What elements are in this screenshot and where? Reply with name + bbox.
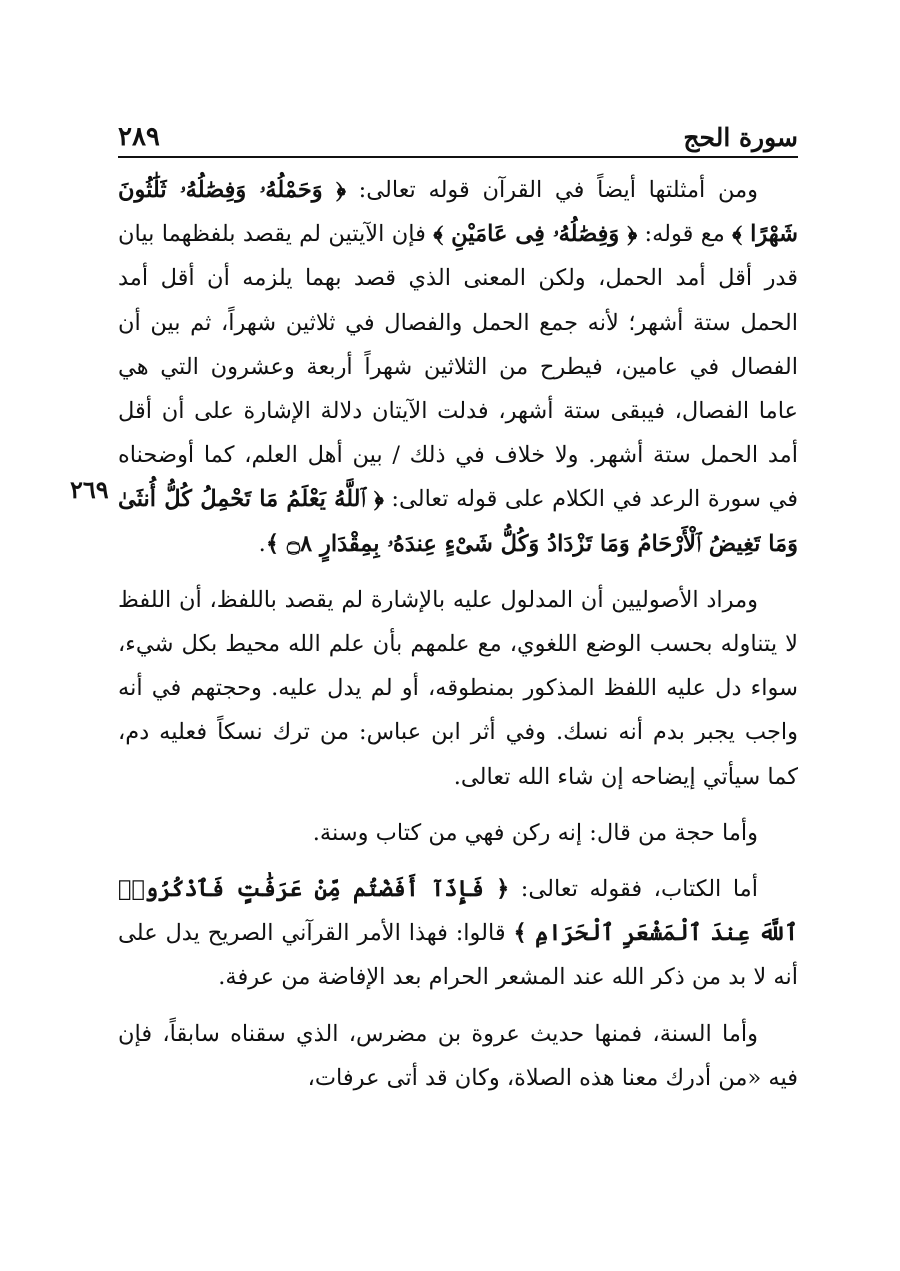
paragraph-3: وأما حجة من قال: إنه ركن فهي من كتاب وسنة. [312,819,758,846]
header-rule [118,156,798,158]
paragraph-1 [118,168,798,566]
paragraph-1-intro: ومن أمثلتها أيضاً في القرآن قوله تعالى: [345,177,758,203]
paragraph-2: ومراد الأصوليين أن المدلول عليه بالإشارة لم يقصد باللفظ، أن اللفظ لا يتناوله بحسب الوضع اللغوي، مع علمهم بأن علم الله محيط بكل شيء، سواء دل عليه اللفظ المذكور بمنطوقه، أو لم يدل عليه. وحجتهم في أنه واجب يجبر بدم أنه نسك. وفي أثر ابن عباس: من ترك نسكاً فعليه دم، كما سيأتي إيضاحه إن شاء الله تعالى. [118,586,798,790]
paragraph-1-end: . [258,530,266,557]
paragraph-1-body: فإن الآيتين لم يقصد بلفظهما بيان قدر أقل أمد الحمل، ولكن المعنى الذي قصد بهما يلزمه أن أقل أمد الحمل ستة أشهر؛ لأنه جمع الحمل والفصال في ثلاثين شهراً، ثم بين أن الفصال في عامين، فيطرح من الثلاثين شهراً أربعة وعشرون التي هي عاما الفصال، فيبقى ستة أشهر، فدلت الآيتان دلالة الإشارة على أن أقل أمد الحمل ستة أشهر. ولا خلاف في ذلك / بين أهل العلم، كما أوضحناه في سورة الرعد في الكلام على قوله تعالى: [118,221,798,513]
quran-verse-1: ﴿ وَحَمْلُهُۥ وَفِصَٰلُهُۥ ثَلَٰثُونَ شَهْرًا ﴾ [118,177,798,248]
paragraph-4-intro: أما الكتاب، فقوله تعالى: [509,876,758,903]
paragraph-5: وأما السنة، فمنها حديث عروة بن مضرس، الذي سقناه سابقاً، فإن فيه «من أدرك معنا هذه الصلاة، وكان قد أتى عرفات، [118,1020,798,1091]
page-number: ٢٨٩ [118,122,160,152]
quran-verse-3: ﴿ ٱللَّهُ يَعْلَمُ مَا تَحْمِلُ كُلُّ أُنثَىٰ وَمَا تَغِيضُ ٱلْأَرْحَامُ وَمَا تَزْدَادُ وَكُلُّ شَىْءٍ عِندَهُۥ بِمِقْدَارٍ ۝٨ ﴾ [118,486,798,557]
quran-verse-2: ﴿ وَفِصَٰلُهُۥ فِى عَامَيْنِ ﴾ [433,221,638,248]
paragraph-4-body: قالوا: فهذا الأمر القرآني الصريح يدل على أنه لا بد من ذكر الله عند المشعر الحرام بعد الإفاضة من عرفة. [118,920,798,991]
paragraph-1-middle: مع قوله: [637,221,733,248]
margin-page-marker: ٢٦٩ [70,475,109,504]
quran-verse-4: ﴿ فَإِذَآ أَفَضْتُم مِّنْ عَرَفَٰتٍ فَٱذْكُرُوا۟ ٱللَّهَ عِندَ ٱلْمَشْعَرِ ٱلْحَرَامِ ﴾ [118,876,798,947]
body-text [118,168,798,1112]
page-header [118,112,798,152]
paragraph-4 [118,867,798,1000]
surah-title: سورة الحج [683,123,798,152]
